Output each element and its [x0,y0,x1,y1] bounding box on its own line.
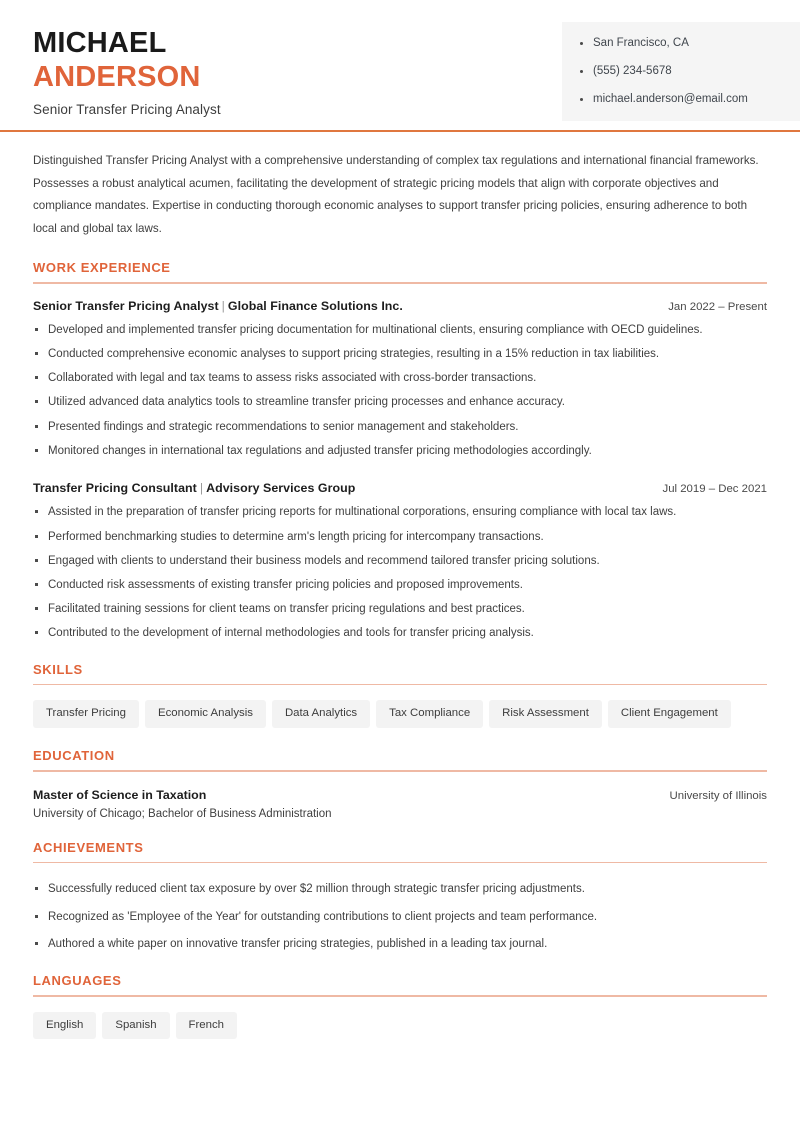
job-dates: Jan 2022 – Present [668,300,767,313]
achievement-item: Successfully reduced client tax exposure by over $2 million through strategic transfer pricing adjustments. [33,881,767,898]
resume-body [0,150,800,1039]
job-bullet: Utilized advanced data analytics tools to streamline transfer pricing processes and enhance accuracy. [33,394,767,411]
languages-chip-list [33,1012,767,1040]
job-role: Transfer Pricing Consultant [33,481,197,496]
contact-item-phone[interactable]: (555) 234-5678 [580,64,800,79]
contact-item-email[interactable]: michael.anderson@email.com [580,92,800,107]
job-bullet: Collaborated with legal and tax teams to assess risks associated with cross-border transactions. [33,370,767,387]
job-separator: | [221,298,225,313]
contact-info-box [562,22,800,121]
section-education [33,748,767,820]
section-divider [33,862,767,864]
job-separator: | [199,481,204,496]
job-bullet: Assisted in the preparation of transfer pricing reports for multinational corporations, ensuring compliance with local tax laws. [33,504,767,521]
skill-chip: Client Engagement [608,700,731,728]
job-entry [33,299,767,460]
education-header-row [33,788,767,802]
section-divider [33,770,767,772]
header-job-title: Senior Transfer Pricing Analyst [33,102,221,118]
section-title-achievements: ACHIEVEMENTS [33,839,144,855]
education-entry [33,788,767,820]
achievement-item: Recognized as 'Employee of the Year' for outstanding contributions to client projects and team performance. [33,909,767,926]
job-header-row [33,481,767,495]
last-name: ANDERSON [33,61,201,94]
skill-chip: Data Analytics [272,700,370,728]
job-bullet: Conducted comprehensive economic analyses to support pricing strategies, resulting in a 15% reduction in tax liabilities. [33,346,767,363]
job-bullet: Performed benchmarking studies to determine arm's length pricing for intercompany transactions. [33,529,767,546]
job-dates: Jul 2019 – Dec 2021 [662,483,767,496]
job-bullet: Developed and implemented transfer pricing documentation for multinational clients, ensuring compliance with OECD guidelines. [33,322,767,339]
section-title-languages: LANGUAGES [33,973,122,989]
job-entry [33,481,767,642]
section-title-education: EDUCATION [33,748,115,764]
contact-item-location: San Francisco, CA [580,36,800,51]
achievements-list [33,881,767,953]
language-chip: English [33,1012,96,1040]
job-role: Senior Transfer Pricing Analyst [33,298,219,313]
job-bullet: Contributed to the development of internal methodologies and tools for transfer pricing analysis. [33,625,767,642]
education-degree: Master of Science in Taxation [33,787,207,802]
language-chip: French [176,1012,237,1040]
job-company: Advisory Services Group [206,481,356,496]
job-header-row [33,299,767,313]
skill-chip: Tax Compliance [376,700,483,728]
section-skills [33,662,767,728]
first-name: MICHAEL [33,27,167,59]
section-achievements [33,840,767,954]
contact-list [580,36,800,107]
job-heading [33,299,403,313]
skills-chip-list [33,700,767,728]
job-bullet: Conducted risk assessments of existing transfer pricing policies and proposed improvements. [33,577,767,594]
header-divider [0,130,800,132]
language-chip: Spanish [102,1012,169,1040]
section-work-experience [33,260,767,642]
job-bullet-list [33,322,767,460]
education-subtext: University of Chicago; Bachelor of Business Administration [33,807,332,820]
job-heading [33,481,355,495]
section-divider [33,282,767,284]
skill-chip: Transfer Pricing [33,700,139,728]
job-bullet: Presented findings and strategic recommendations to senior management and stakeholders. [33,419,767,436]
achievement-item: Authored a white paper on innovative transfer pricing strategies, published in a leading tax journal. [33,936,767,953]
skill-chip: Risk Assessment [489,700,602,728]
skill-chip: Economic Analysis [145,700,266,728]
header-identity [0,22,221,117]
job-bullet-list [33,504,767,642]
job-company: Global Finance Solutions Inc. [227,298,403,313]
section-divider [33,995,767,997]
professional-summary: Distinguished Transfer Pricing Analyst with a comprehensive understanding of complex tax regulations and international financial frameworks. Possesses a robust analytical acumen, facilitating the development of strategic pricing models that align with corporate objectives and compliance mandates. Expertise in conducting thorough economic analyses to support transfer pricing policies, ensuring adherence to both local and global tax laws. [33,154,759,235]
job-bullet: Facilitated training sessions for client teams on transfer pricing regulations and best practices. [33,601,767,618]
job-bullet: Monitored changes in international tax regulations and adjusted transfer pricing methodologies accordingly. [33,443,767,460]
section-divider [33,684,767,686]
section-languages [33,973,767,1039]
resume-header [0,0,800,130]
education-institution: University of Illinois [669,789,767,802]
section-title-work-experience: WORK EXPERIENCE [33,260,171,276]
job-bullet: Engaged with clients to understand their business models and recommend tailored transfer pricing solutions. [33,553,767,570]
section-title-skills: SKILLS [33,661,83,677]
